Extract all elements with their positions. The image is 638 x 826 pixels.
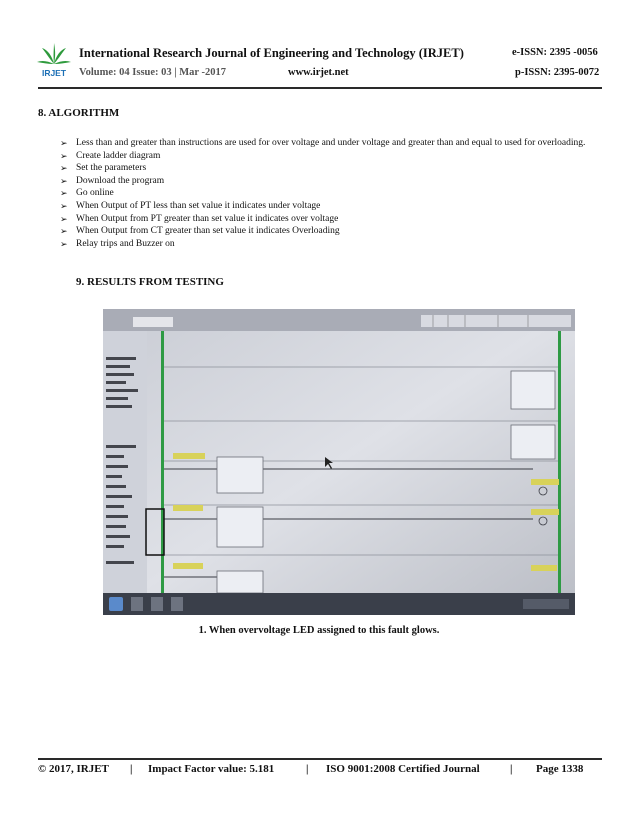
arrow-bullet-icon: ➢ bbox=[60, 138, 68, 148]
e-issn: e-ISSN: 2395 -0056 bbox=[512, 47, 598, 58]
ladder-diagram-photo bbox=[103, 309, 575, 615]
arrow-bullet-icon: ➢ bbox=[60, 226, 68, 237]
header-divider bbox=[38, 87, 602, 89]
list-item: ➢ Download the program bbox=[60, 175, 165, 186]
footer-copyright: © 2017, IRJET bbox=[38, 763, 109, 775]
arrow-bullet-icon: ➢ bbox=[60, 213, 68, 224]
page-number: Page 1338 bbox=[536, 763, 584, 775]
arrow-bullet-icon: ➢ bbox=[60, 163, 68, 174]
arrow-bullet-icon: ➢ bbox=[60, 188, 68, 199]
footer-iso: ISO 9001:2008 Certified Journal bbox=[326, 763, 480, 775]
footer-divider bbox=[38, 758, 602, 760]
p-issn: p-ISSN: 2395-0072 bbox=[515, 67, 600, 78]
footer-separator: | bbox=[510, 763, 513, 775]
arrow-bullet-icon: ➢ bbox=[60, 200, 68, 211]
arrow-bullet-icon: ➢ bbox=[60, 175, 68, 186]
algorithm-list bbox=[60, 137, 600, 250]
figure-caption: 1. When overvoltage LED assigned to this fault glows. bbox=[198, 625, 440, 636]
list-item: ➢ Relay trips and Buzzer on bbox=[60, 238, 175, 249]
list-item: ➢ When Output of PT less than set value it indicates under voltage bbox=[60, 200, 321, 211]
algorithm-heading: 8. ALGORITHM bbox=[38, 107, 120, 119]
footer-separator: | bbox=[306, 763, 309, 775]
list-item: ➢ Create ladder diagram bbox=[60, 150, 161, 161]
svg-text:IRJET: IRJET bbox=[41, 68, 67, 78]
irjet-logo bbox=[34, 42, 74, 80]
volume-issue: Volume: 04 Issue: 03 | Mar -2017 bbox=[79, 67, 226, 78]
list-item: ➢ Go online bbox=[60, 188, 114, 199]
arrow-bullet-icon: ➢ bbox=[60, 150, 68, 161]
arrow-bullet-icon: ➢ bbox=[60, 238, 68, 249]
footer-separator: | bbox=[130, 763, 133, 775]
list-item: ➢ Less than and greater than instructions are used for over voltage and under voltage and greater than and equal to used for overloading. bbox=[60, 138, 586, 148]
journal-website[interactable]: www.irjet.net bbox=[288, 67, 349, 78]
results-heading: 9. RESULTS FROM TESTING bbox=[76, 276, 224, 288]
list-item: ➢ Set the parameters bbox=[60, 163, 147, 174]
list-item: ➢ When Output from PT greater than set value it indicates over voltage bbox=[60, 213, 339, 224]
list-item: ➢ When Output from CT greater than set value it indicates Overloading bbox=[60, 226, 340, 237]
journal-title: International Research Journal of Engineering and Technology (IRJET) bbox=[79, 46, 464, 60]
footer-impact-factor: Impact Factor value: 5.181 bbox=[148, 763, 275, 775]
